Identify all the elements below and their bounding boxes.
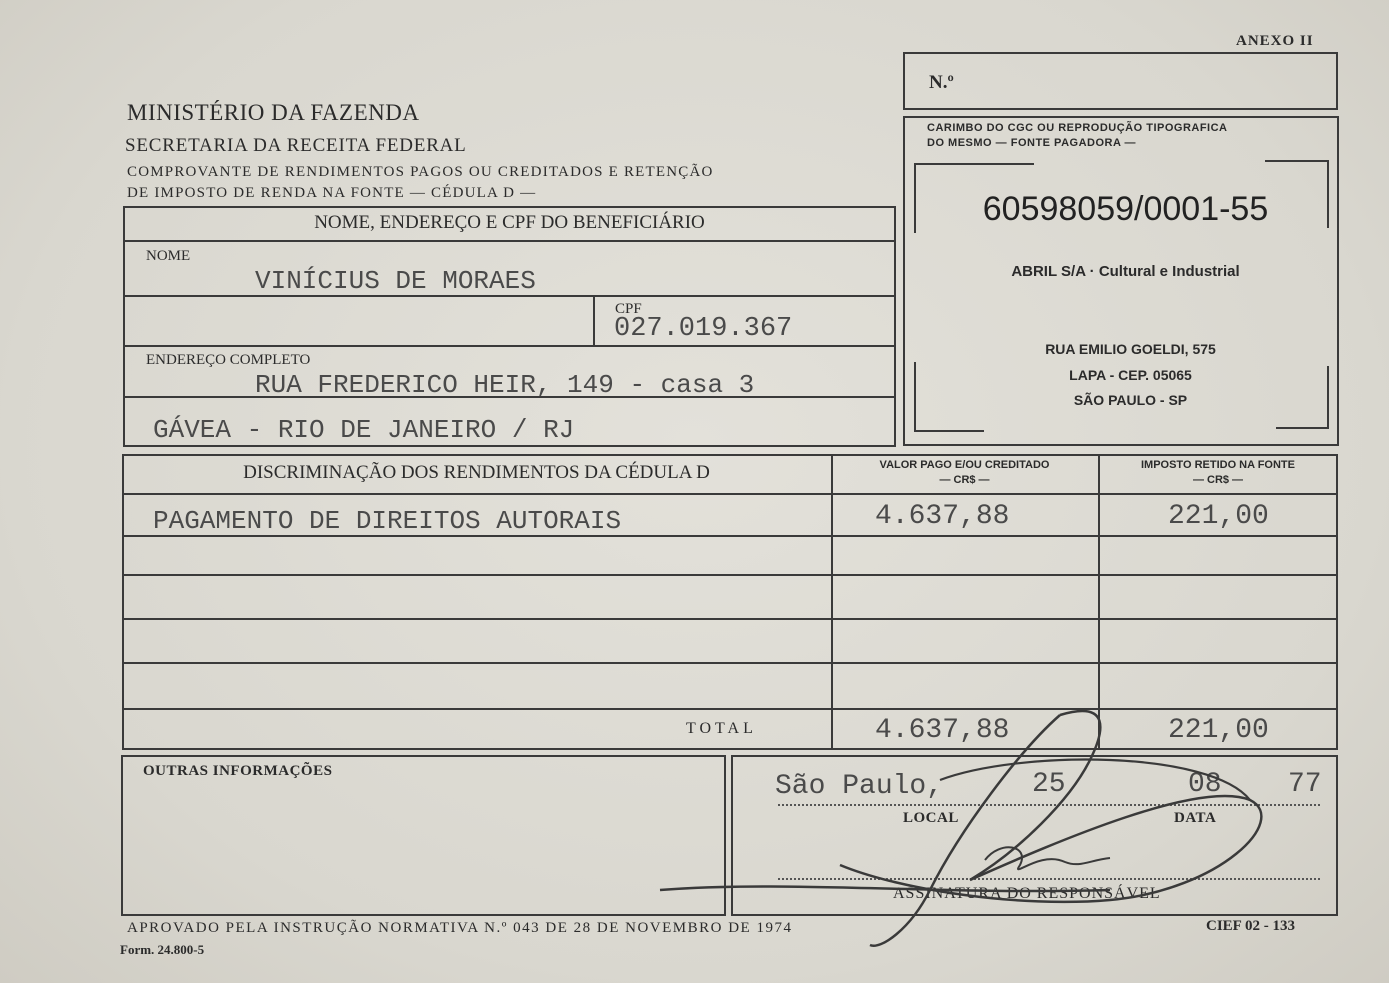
cpf-divider <box>593 297 595 345</box>
income-row-line-1 <box>122 535 1338 537</box>
secretariat-title: SECRETARIA DA RECEITA FEDERAL <box>125 135 467 156</box>
payer-company: ABRIL S/A · Cultural e Industrial <box>1011 263 1240 280</box>
stamp-corner-br <box>1276 427 1329 429</box>
name-value: VINÍCIUS DE MORAES <box>255 266 536 296</box>
stamp-corner-tl <box>914 163 1034 165</box>
date-label: DATA <box>1174 810 1217 826</box>
date-month: 08 <box>1188 769 1222 800</box>
total-paid: 4.637,88 <box>875 715 1010 746</box>
name-divider <box>123 295 896 297</box>
payer-address-line1: RUA EMILIO GOELDI, 575 <box>1045 341 1216 357</box>
beneficiary-title-divider <box>123 240 896 242</box>
footer-approval: APROVADO PELA INSTRUÇÃO NORMATIVA N.º 043 DE 28 DE NOVEMBRO DE 1974 <box>127 920 793 936</box>
income-header-description: DISCRIMINAÇÃO DOS RENDIMENTOS DA CÉDULA D <box>243 462 710 483</box>
cpf-value: 027.019.367 <box>614 314 793 344</box>
stamp-corner-tr <box>1265 160 1329 162</box>
payer-cgc: 60598059/0001-55 <box>982 190 1269 228</box>
cpf-label: CPF <box>615 301 642 317</box>
date-year: 77 <box>1288 769 1322 800</box>
income-row-description: PAGAMENTO DE DIREITOS AUTORAIS <box>153 506 622 536</box>
income-header-tax-line2: — CR$ — <box>1192 474 1244 486</box>
income-header-divider <box>122 493 1338 495</box>
stamp-caption-line2: DO MESMO — FONTE PAGADORA — <box>927 137 1137 149</box>
stamp-caption-line1: CARIMBO DO CGC OU REPRODUÇÃO TIPOGRAFICA <box>927 122 1228 134</box>
place-value: São Paulo, <box>775 771 944 802</box>
income-header-paid-line1: VALOR PAGO E/OU CREDITADO <box>879 459 1050 471</box>
address-line2: GÁVEA - RIO DE JANEIRO / RJ <box>153 415 575 445</box>
total-label: TOTAL <box>686 720 757 737</box>
footer-form-code: Form. 24.800-5 <box>120 942 205 957</box>
address-label: ENDEREÇO COMPLETO <box>146 352 311 368</box>
payer-address-line3: SÃO PAULO - SP <box>1073 392 1188 408</box>
ministry-title: MINISTÉRIO DA FAZENDA <box>127 100 420 125</box>
total-tax: 221,00 <box>1168 715 1269 746</box>
income-row-line-3 <box>122 618 1338 620</box>
income-header-paid-line2: — CR$ — <box>939 474 990 486</box>
other-info-label: OUTRAS INFORMAÇÕES <box>143 763 333 779</box>
number-label: N.º <box>929 72 954 93</box>
local-label: LOCAL <box>903 810 959 826</box>
income-row-line-4 <box>122 662 1338 664</box>
stamp-corner-bl <box>914 430 984 432</box>
number-box <box>903 52 1338 110</box>
income-row-paid: 4.637,88 <box>875 501 1010 532</box>
payer-address-line2: LAPA - CEP. 05065 <box>1069 367 1192 383</box>
address-divider <box>123 396 896 398</box>
name-label: NOME <box>146 248 191 264</box>
income-row-line-2 <box>122 574 1338 576</box>
footer-cief: CIEF 02 - 133 <box>1206 918 1296 934</box>
annex-label: ANEXO II <box>1236 33 1314 49</box>
income-row-tax: 221,00 <box>1168 501 1269 532</box>
signature-label: ASSINATURA DO RESPONSÁVEL <box>893 885 1161 902</box>
cpf-row-divider <box>123 345 896 347</box>
form-description-line2: DE IMPOSTO DE RENDA NA FONTE — CÉDULA D — <box>127 185 537 201</box>
beneficiary-section-title: NOME, ENDEREÇO E CPF DO BENEFICIÁRIO <box>314 212 705 233</box>
address-line1: RUA FREDERICO HEIR, 149 - casa 3 <box>255 370 755 400</box>
income-header-tax-line1: IMPOSTO RETIDO NA FONTE <box>1140 459 1295 471</box>
form-description-line1: COMPROVANTE DE RENDIMENTOS PAGOS OU CREDITADOS E RETENÇÃO <box>127 164 714 180</box>
date-day: 25 <box>1032 769 1066 800</box>
